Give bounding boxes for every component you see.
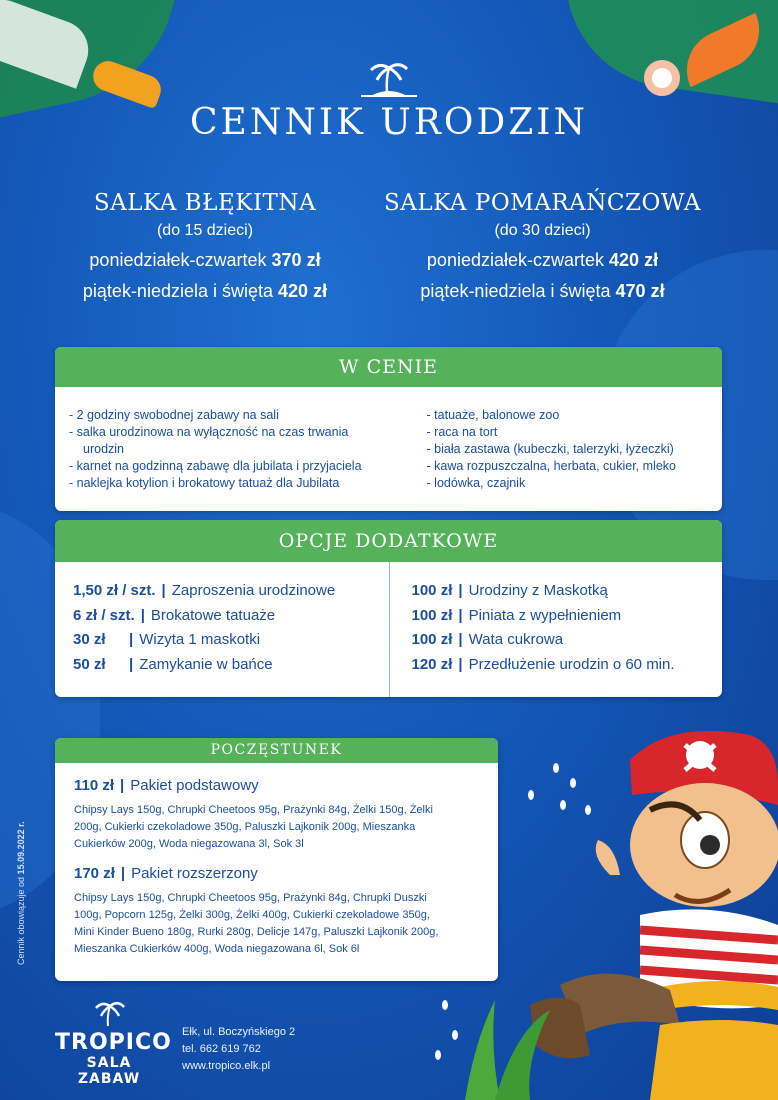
- option-row: 6 zł / szt. | Brokatowe tatuaże: [73, 606, 276, 624]
- palm-island-icon: [359, 58, 419, 102]
- included-card: [55, 347, 722, 511]
- options-list-right: [389, 562, 723, 697]
- option-row: 100 zł | Urodziny z Maskotką: [411, 582, 608, 599]
- snacks-title: POCZĘSTUNEK: [55, 738, 498, 763]
- weekend-price: piątek-niedziela i święta 470 zł: [420, 281, 665, 301]
- included-list-right: [357, 407, 708, 492]
- option-row: 100 zł | Piniata z wypełnieniem: [411, 606, 622, 624]
- room-capacity: (do 30 dzieci): [494, 222, 591, 239]
- brand-subtitle: SALA ZABAW: [77, 1055, 141, 1087]
- option-row: 30 zł | Wizyta 1 maskotki: [73, 631, 261, 648]
- palm-tree-icon: [89, 1000, 129, 1026]
- list-item: - lodówka, czajnik: [426, 476, 526, 490]
- list-item: - salka urodzinowa na wyłączność na czas trwania: [69, 425, 349, 439]
- brand-name: TROPICO: [55, 1030, 172, 1055]
- weekday-price: poniedziałek-czwartek 420 zł: [426, 250, 659, 270]
- contact-info: [182, 1024, 295, 1075]
- options-title: OPCJE DODATKOWE: [55, 520, 722, 562]
- room-blue: [40, 190, 370, 302]
- included-list-left: [69, 407, 362, 492]
- options-list-left: [55, 562, 389, 697]
- list-item: urodzin: [83, 442, 124, 456]
- weekend-price: piątek-niedziela i święta 420 zł: [82, 281, 328, 301]
- phone: tel. 662 619 762: [182, 1043, 261, 1055]
- list-item: - biała zastawa (kubeczki, talerzyki, łyżeczki): [426, 442, 674, 456]
- weekday-price: poniedziałek-czwartek 370 zł: [89, 250, 321, 270]
- list-item: - kawa rozpuszczalna, herbata, cukier, mleko: [426, 459, 676, 473]
- option-row: 1,50 zł / szt. | Zaproszenia urodzinowe: [73, 582, 336, 599]
- list-item: - naklejka kotylion i brokatowy tatuaż dla Jubilata: [69, 476, 340, 490]
- package-description: Chipsy Lays 150g, Chrupki Cheetoos 95g, Prażynki 84g, Żelki 150g, Żelki 200g, Cukierki czekoladowe 350g, Paluszki Lajkonik 200g, Mieszanka Cukierków 200g, Woda niegazowana 3l, Sok 3l: [74, 804, 433, 850]
- package-title: 110 zł | Pakiet podstawowy: [74, 777, 259, 794]
- list-item: - tatuaże, balonowe zoo: [426, 408, 560, 422]
- option-row: 50 zł | Zamykanie w bańce: [73, 655, 273, 673]
- page-title: CENNIK URODZIN: [190, 102, 588, 143]
- room-capacity: (do 15 dzieci): [156, 222, 254, 239]
- included-title: W CENIE: [55, 347, 722, 387]
- options-card: [55, 520, 722, 697]
- package-title: 170 zł | Pakiet rozszerzony: [74, 865, 258, 882]
- grass-decoration: [455, 990, 565, 1100]
- option-row: 120 zł | Przedłużenie urodzin o 60 min.: [411, 655, 675, 673]
- room-name: SALKA POMARAŃCZOWA: [384, 190, 701, 216]
- flower-illustration: [644, 60, 680, 96]
- validity-note: Cennik obowiązuje od 15.09.2022 r.: [16, 821, 26, 965]
- snacks-card: [55, 738, 498, 981]
- room-orange: [370, 190, 715, 302]
- brand-logo: [55, 1000, 172, 1087]
- address: Ełk, ul. Boczyńskiego 2: [182, 1026, 296, 1038]
- list-item: - 2 godziny swobodnej zabawy na sali: [69, 408, 279, 422]
- list-item: - raca na tort: [426, 425, 498, 439]
- package-description: Chipsy Lays 150g, Chrupki Cheetoos 95g, Prażynki 84g, Chrupki Duszki 100g, Popcorn 125g, Żelki 300g, Żelki 400g, Cukierki czekoladowe 350g, Mini Kinder Bueno 180g, Rurki 280g, Delicje 147g, Paluszki Lajkonik 200g, Mieszanka Cukierków 400g, Woda niegazowana 6l, Sok 6l: [74, 892, 439, 955]
- room-name: SALKA BŁĘKITNA: [93, 190, 317, 216]
- option-row: 100 zł | Wata cukrowa: [411, 631, 564, 648]
- list-item: - karnet na godzinną zabawę dla jubilata i przyjaciela: [69, 459, 362, 473]
- website-link[interactable]: www.tropico.elk.pl: [182, 1060, 271, 1072]
